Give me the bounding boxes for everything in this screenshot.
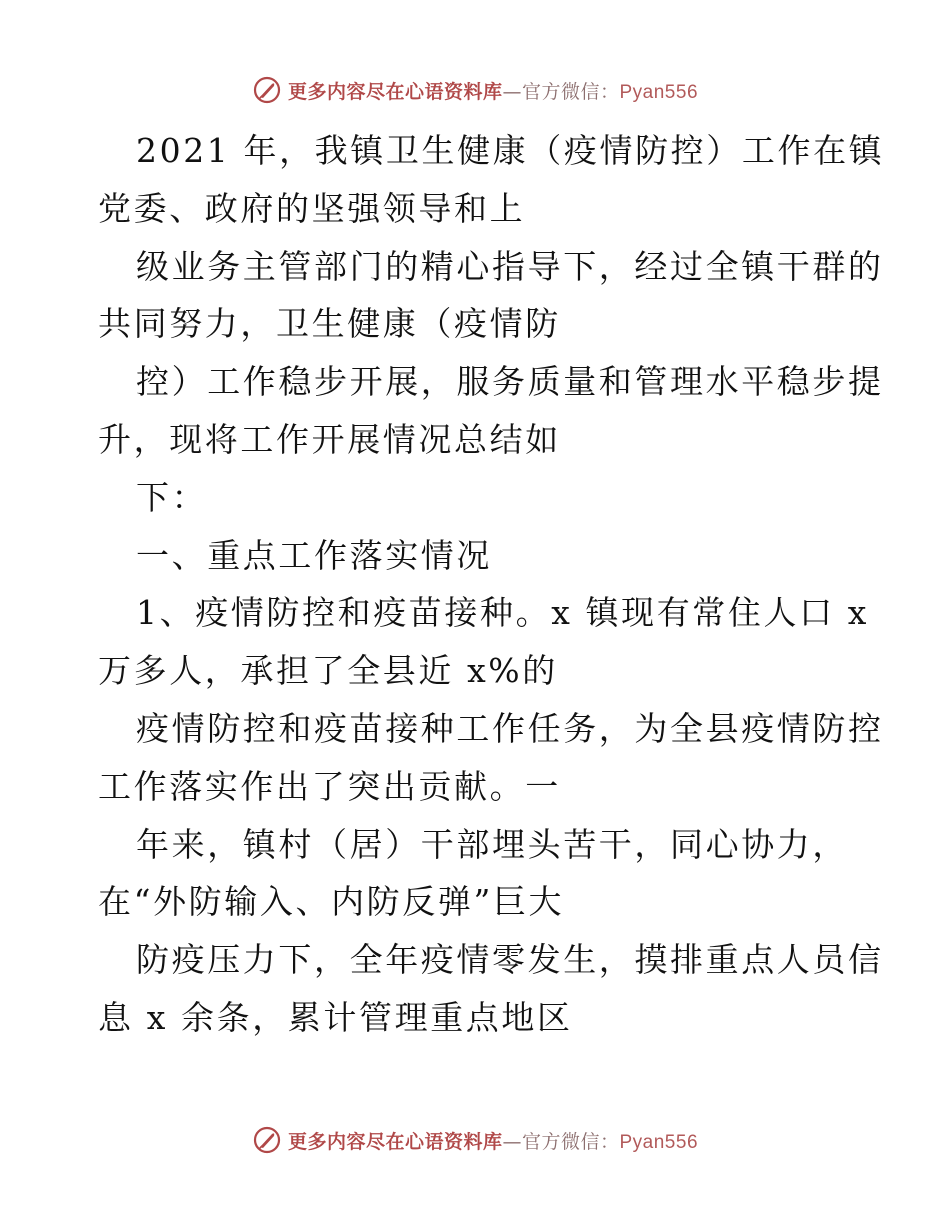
- banner-dash: —: [502, 1130, 522, 1153]
- body-line: 下：: [136, 477, 208, 517]
- banner-text: [288, 1127, 698, 1154]
- banner-text: [288, 77, 698, 104]
- footer-banner: [0, 1120, 950, 1160]
- body-line: 控）工作稳步开展，服务质量和管理水平稳步提: [136, 362, 884, 402]
- body-line: 息 x 余条，累计管理重点地区: [98, 997, 573, 1037]
- feather-pen-logo-icon: [252, 75, 282, 105]
- banner-label: 官方微信：: [521, 80, 620, 103]
- banner-wechat-id: Pyan556: [619, 81, 699, 103]
- banner-main-text: 更多内容尽在心语资料库: [287, 1130, 503, 1153]
- banner-main-text: 更多内容尽在心语资料库: [287, 80, 503, 103]
- body-line: 工作落实作出了突出贡献。一: [98, 766, 561, 806]
- body-line: 升，现将工作开展情况总结如: [98, 419, 561, 459]
- body-line: 共同努力，卫生健康（疫情防: [98, 304, 561, 344]
- header-banner: [0, 70, 950, 110]
- body-line: 级业务主管部门的精心指导下，经过全镇干群的: [136, 246, 884, 286]
- body-line: 万多人，承担了全县近 x%的: [98, 651, 558, 691]
- body-line: 年来，镇村（居）干部埋头苦干，同心协力，: [136, 824, 848, 864]
- banner-wechat-id: Pyan556: [619, 1131, 699, 1153]
- body-line: 党委、政府的坚强领导和上: [98, 188, 526, 228]
- banner-dash: —: [502, 80, 522, 103]
- banner-label: 官方微信：: [521, 1130, 620, 1153]
- body-line: 1、疫情防控和疫苗接种。x 镇现有常住人口 x: [136, 593, 869, 633]
- feather-pen-logo-icon: [252, 1125, 282, 1155]
- body-line: 防疫压力下，全年疫情零发生，摸排重点人员信: [136, 940, 884, 980]
- body-line: 在“外防输入、内防反弹”巨大: [98, 882, 565, 922]
- document-body: [98, 122, 885, 1047]
- section-heading: 一、重点工作落实情况: [136, 535, 492, 575]
- body-line: 2021 年，我镇卫生健康（疫情防控）工作在镇: [136, 131, 885, 170]
- body-line: 疫情防控和疫苗接种工作任务，为全县疫情防控: [136, 708, 884, 748]
